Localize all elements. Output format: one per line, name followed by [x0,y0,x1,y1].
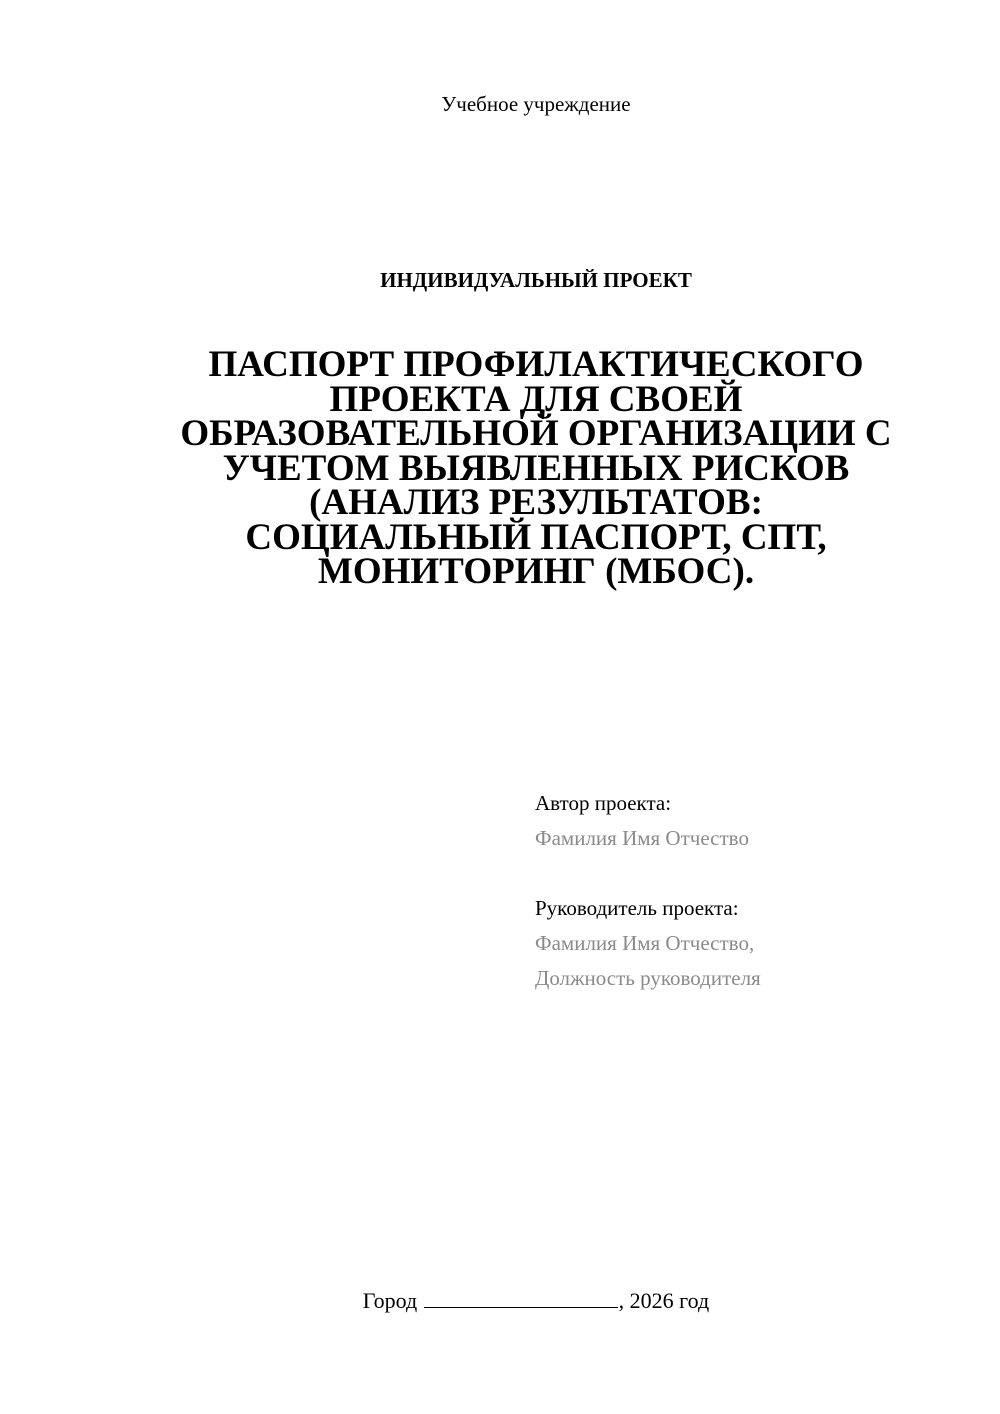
project-title-line: СОЦИАЛЬНЫЙ ПАСПОРТ, СПТ, [245,516,827,558]
project-title-line: МОНИТОРИНГ (МБОС). [317,551,755,592]
institution-name: Учебное учреждение [441,92,631,116]
city-blank-line [424,1289,618,1308]
author-name-placeholder: Фамилия Имя Отчество [535,826,749,850]
project-title-line: (АНАЛИЗ РЕЗУЛЬТАТОВ: [309,482,763,523]
year-text: , 2026 год [618,1288,710,1313]
author-label: Автор проекта: [535,791,672,815]
supervisor-label: Руководитель проекта: [535,896,739,920]
project-type-heading: ИНДИВИДУАЛЬНЫЙ ПРОЕКТ [380,268,692,292]
city-label: Город [362,1288,418,1313]
project-title-line: ПРОЕКТА ДЛЯ СВОЕЙ [329,378,743,420]
city-year-line [0,1288,1000,1314]
project-title-line: УЧЕТОМ ВЫЯВЛЕННЫХ РИСКОВ [222,447,850,489]
project-title-line: ПАСПОРТ ПРОФИЛАКТИЧЕСКОГО [208,344,864,385]
supervisor-name-placeholder: Фамилия Имя Отчество, [535,931,755,955]
project-title-line: ОБРАЗОВАТЕЛЬНОЙ ОРГАНИЗАЦИИ С [180,413,892,454]
author-block [535,786,935,856]
supervisor-position-placeholder: Должность руководителя [535,966,761,990]
supervisor-block [535,891,935,996]
project-title [140,344,932,592]
